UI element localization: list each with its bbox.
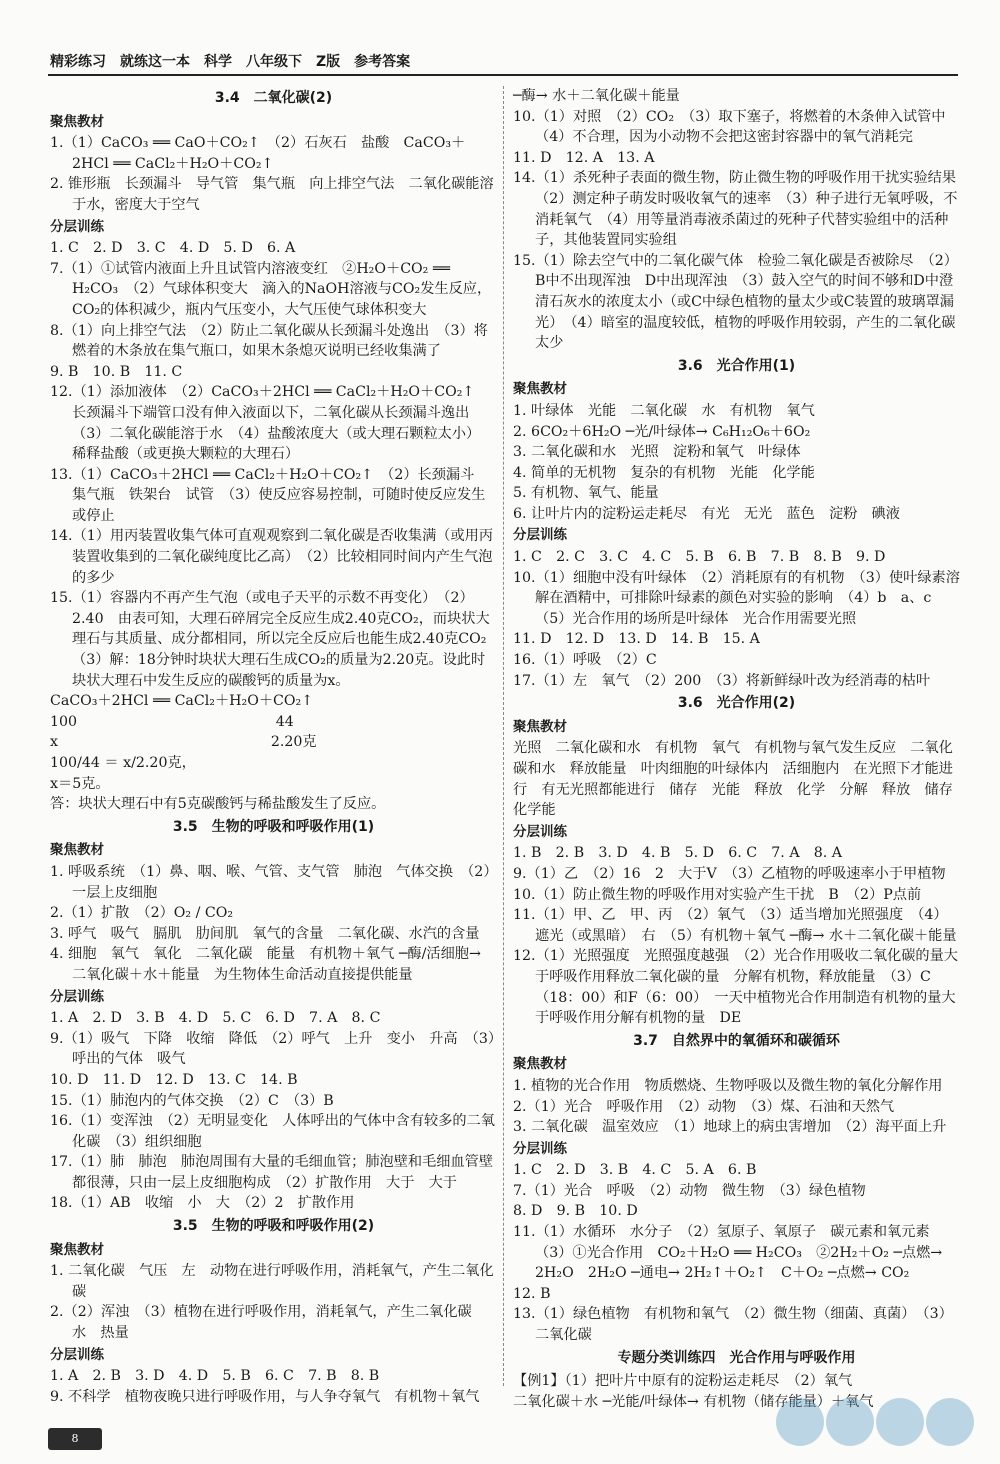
subsection-heading: 分层训练 (513, 823, 567, 840)
answer-line: 11. D 12. D 13. D 14. B 15. A (513, 631, 760, 648)
answer-line: 4. 细胞 氧气 氧化 二氧化碳 能量 有机物＋氧气 ─酶/活细胞→ 二氧化碳＋水＋能量 为生物体生命活动直接提供能量 (50, 946, 486, 983)
subsection-heading: 分层训练 (50, 1346, 104, 1363)
page-number-badge: 8 (48, 1428, 102, 1450)
answer-line: 7.（1）①试管内液面上升且试管内溶液变红 ②H₂O＋CO₂ ══ H₂CO₃ （2）气球体积变大 滴入的NaOH溶液与CO₂发生反应，CO₂的体积减少，瓶内气压变小，大气压使气球体积变大 (50, 260, 492, 318)
answer-line: 8. D 9. B 10. D (513, 1203, 638, 1220)
answer-line: 17.（1）左 氧气 （2）200 （3）将新鲜绿叶改为经消毒的枯叶 (513, 672, 931, 689)
answer-line: 1. A 2. B 3. D 4. D 5. B 6. C 7. B 8. B (50, 1368, 380, 1385)
answer-line: 1. C 2. D 3. B 4. C 5. A 6. B (513, 1162, 757, 1179)
answer-line: 15.（1）容器内不再产生气泡（或电子天平的示数不再变化） （2）2.40 由表可知，大理石碎屑完全反应生成2.40克CO₂，而块状大理石与其质量、成分都相同，所以完全反应后也能生成2.40克CO₂ （3）解：18分钟时块状大理石生成CO₂的质量为2.20克。设此时块状大理石中发生反应的碳酸钙的质量为x。 (50, 590, 501, 689)
subsection-heading: 分层训练 (50, 218, 104, 235)
left-column (50, 86, 501, 1407)
answer-line: 【例1】（1）把叶片中原有的淀粉运走耗尽 （2）氧气 (513, 1373, 853, 1390)
answer-line: 3. 呼气 吸气 膈肌 肋间肌 氧气的含量 二氧化碳、水汽的含量 (50, 925, 480, 942)
answer-line: 14.（1）杀死种子表面的微生物，防止微生物的呼吸作用干扰实验结果 （2）测定种子萌发时吸收氧气的速率 （3）种子进行无氧呼吸，不消耗氧气 （4）用等量消毒液杀菌过的死种子代替实验组中的活种子，其他装置同实验组 (513, 170, 971, 249)
answer-line: 16.（1）变浑浊 （2）无明显变化 人体呼出的气体中含有较多的二氧化碳 （3）组织细胞 (50, 1113, 495, 1150)
subsection-heading: 分层训练 (50, 988, 104, 1005)
subsection-heading: 分层训练 (513, 527, 567, 544)
answer-line: 10.（1）对照 （2）CO₂ （3）取下塞子，将燃着的木条伸入试管中 （4）不合理，因为小动物不会把这密封容器中的氧气消耗完 (513, 108, 960, 146)
answer-line: 1. 叶绿体 光能 二氧化碳 水 有机物 氧气 (513, 402, 815, 419)
answer-line: 5. 有机物、氧气、能量 (513, 485, 659, 502)
answer-line: 100/44 ＝ x/2.20克， (50, 755, 196, 771)
answer-line: 1. 呼吸系统 （1）鼻、咽、喉、气管、支气管 肺泡 气体交换 （2）一层上皮细胞 (50, 863, 491, 901)
answer-line: 13.（1）CaCO₃＋2HCl ══ CaCl₂＋H₂O＋CO₂↑ （2）长颈漏斗 集气瓶 铁架台 试管 （3）使反应容易控制，可随时使反应发生或停止 (50, 466, 489, 524)
answer-line: 15.（1）除去空气中的二氧化碳气体 检验二氧化碳是否被除尽 （2）B中不出现浑浊 D中出现浑浊 （3）鼓入空气的时间不够和D中澄清石灰水的浓度太小（或C中绿色植物的量太少或C装置的玻璃罩漏光） （4）暗室的温度较低，植物的呼吸作用较弱，产生的二氧化碳太少 (513, 252, 958, 352)
answer-line: 1.（1）CaCO₃ ══ CaO＋CO₂↑ （2）石灰石 盐酸 CaCO₃＋2HCl ══ CaCl₂＋H₂O＋CO₂↑ (50, 135, 466, 172)
subsection-heading: 聚焦教材 (513, 381, 567, 398)
answer-line: 2. 6CO₂＋6H₂O ─光/叶绿体→ C₆H₁₂O₆＋6O₂ (513, 423, 811, 440)
answer-line: 光照 二氧化碳和水 有机物 氧气 有机物与氧气发生反应 二氧化碳和水 释放能量 叶肉细胞的叶绿体内 活细胞内 在光照下才能进行 有无光照都能进行 储存 光能 释放 化学 分解 释放 储存 化学能 (513, 740, 968, 819)
subsection-heading: 聚焦教材 (513, 1056, 567, 1073)
answer-line: 11.（1）甲、乙 甲、丙 （2）氧气 （3）适当增加光照强度 （4）遮光（或黑暗） 右 （5）有机物＋氧气 ─酶→ 水＋二氧化碳＋能量 (513, 907, 957, 944)
subsection-heading: 聚焦教材 (50, 1241, 104, 1258)
answer-line: ─酶→ 水＋二氧化碳＋能量 (513, 88, 680, 104)
page-header: 精彩练习 就练这一本 科学 八年级下 Z版 参考答案 (50, 54, 411, 70)
answer-line: 100 44 (50, 713, 294, 730)
answer-line: 10.（1）细胞中没有叶绿体 （2）消耗原有的有机物 （3）使叶绿素溶解在酒精中，可排除叶绿素的颜色对实验的影响 （4）b a、c （5）光合作用的场所是叶绿体 光合作用需要光照 (513, 569, 960, 627)
answer-line: CaCO₃＋2HCl ══ CaCl₂＋H₂O＋CO₂↑ (50, 693, 314, 710)
answer-line: 3. 二氧化碳 温室效应 （1）地球上的病虫害增加 （2）海平面上升 (513, 1119, 947, 1136)
section-title: 3.5 生物的呼吸和呼吸作用(2) (172, 1218, 375, 1235)
answer-line: 17.（1）肺 肺泡 肺泡周围有大量的毛细血管；肺泡壁和毛细血管壁都很薄，只由一层上皮细胞构成 （2）扩散作用 大于 大于 (50, 1154, 494, 1191)
right-column (513, 86, 971, 1412)
subsection-heading: 聚焦教材 (50, 113, 104, 130)
answer-line: 9. B 10. B 11. C (50, 363, 183, 380)
answer-line: 14.（1）用丙装置收集气体可直观观察到二氧化碳是否收集满（或用丙装置收集到的二氧化碳纯度比乙高） （2）比较相同时间内产生气泡的多少 (50, 528, 494, 586)
answer-line: 12.（1）添加液体 （2）CaCO₃＋2HCl ══ CaCl₂＋H₂O＋CO₂↑ 长颈漏斗下端管口没有伸入液面以下，二氧化碳从长颈漏斗逸出 （3）二氧化碳能溶于水 （4）盐酸浓度大（或大理石颗粒太小） 稀释盐酸（或更换大颗粒的大理石） (50, 384, 489, 463)
subsection-heading: 聚焦教材 (513, 718, 567, 735)
answer-line: 10. D 11. D 12. D 13. C 14. B (50, 1071, 298, 1088)
answer-line: 2.（2）浑浊 （3）植物在进行呼吸作用，消耗氧气，产生二氧化碳 水 热量 (50, 1304, 486, 1342)
answer-line: 1. A 2. D 3. B 4. D 5. C 6. D 7. A 8. C (50, 1010, 381, 1027)
section-title: 3.6 光合作用(1) (677, 357, 796, 374)
answer-line: 9.（1）乙 （2）16 2 大于V （3）乙植物的呼吸速率小于甲植物 (513, 865, 946, 882)
answer-line: 16.（1）呼吸 （2）C (513, 652, 657, 669)
answer-line: x＝5克。 (50, 775, 110, 792)
answer-line: 11. D 12. A 13. A (513, 149, 655, 166)
section-title: 3.7 自然界中的氧循环和碳循环 (633, 1032, 840, 1049)
answer-line: x 2.20克 (50, 734, 317, 751)
answer-line: 8.（1）向上排空气法 （2）防止二氧化碳从长颈漏斗处逸出 （3）将燃着的木条放在集气瓶口，如果木条熄灭说明已经收集满了 (50, 322, 488, 360)
subsection-heading: 聚焦教材 (50, 842, 104, 859)
answer-line: 9. 不科学 植物夜晚只进行呼吸作用，与人争夺氧气 有机物＋氧气 (50, 1388, 480, 1405)
answer-line: 15.（1）肺泡内的气体交换 （2）C （3）B (50, 1092, 334, 1109)
answer-line: 13.（1）绿色植物 有机物和氧气 （2）微生物（细菌、真菌） （3）二氧化碳 (513, 1306, 953, 1344)
answer-line: 1. C 2. C 3. C 4. C 5. B 6. B 7. B 8. B 9. D (513, 549, 886, 566)
answer-line: 1. 植物的光合作用 物质燃烧、生物呼吸以及微生物的氧化分解作用 (513, 1077, 943, 1094)
answer-line: 10.（1）防止微生物的呼吸作用对实验产生干扰 B （2）P点前 (513, 886, 922, 903)
answer-line: 12. B (513, 1285, 551, 1302)
column-divider (503, 86, 504, 1386)
section-title: 3.4 二氧化碳(2) (214, 90, 333, 106)
section-title: 专题分类训练四 光合作用与呼吸作用 (617, 1349, 856, 1366)
answer-line: 11.（1）水循环 水分子 （2）氢原子、氧原子 碳元素和氧元素 （3）①光合作用 CO₂＋H₂O ══ H₂CO₃ ②2H₂＋O₂ ─点燃→ 2H₂O 2H₂O ─通电→ 2H₂↑＋O₂↑ C＋O₂ ─点燃→ CO₂ (513, 1224, 947, 1282)
answer-line: 4. 简单的无机物 复杂的有机物 光能 化学能 (513, 464, 815, 481)
answer-line: 6. 让叶片内的淀粉运走耗尽 有光 无光 蓝色 淀粉 碘液 (513, 505, 900, 522)
answer-line: 1. B 2. B 3. D 4. B 5. D 6. C 7. A 8. A (513, 845, 843, 862)
answer-line: 7.（1）光合 呼吸 （2）动物 微生物 （3）绿色植物 (513, 1182, 866, 1199)
answer-line: 2.（1）扩散 （2）O₂ / CO₂ (50, 905, 234, 922)
answer-line: 1. C 2. D 3. C 4. D 5. D 6. A (50, 240, 296, 257)
answer-line: 3. 二氧化碳和水 光照 淀粉和氧气 叶绿体 (513, 444, 801, 461)
answer-line: 9.（1）吸气 下降 收缩 降低 （2）呼气 上升 变小 升高 （3）呼出的气体 吸气 (50, 1030, 495, 1068)
watermark-logo (770, 1390, 995, 1460)
answer-line: 12.（1）光照强度 光照强度越强 （2）光合作用吸收二氧化碳的量大于呼吸作用释放二氧化碳的量 分解有机物，释放能量 （3）C（18：00）和F（6：00） 一天中植物光合作用制造有机物的量大于呼吸作用分解有机物的量 DE (513, 948, 958, 1027)
section-title: 3.5 生物的呼吸和呼吸作用(1) (172, 818, 375, 835)
answer-line: 答：块状大理石中有5克碳酸钙与稀盐酸发生了反应。 (50, 796, 386, 813)
answer-line: 二氧化碳＋水 ─光能/叶绿体→ 有机物（储存能量）＋氧气 (513, 1393, 874, 1410)
answer-line: 2.（1）光合 呼吸作用 （2）动物 （3）煤、石油和天然气 (513, 1098, 895, 1115)
section-title: 3.6 光合作用(2) (677, 695, 796, 712)
answer-line: 18.（1）AB 收缩 小 大 （2）2 扩散作用 (50, 1195, 355, 1212)
subsection-heading: 分层训练 (513, 1140, 567, 1157)
answer-line: 2. 锥形瓶 长颈漏斗 导气管 集气瓶 向上排空气法 二氧化碳能溶于水，密度大于空气 (50, 176, 494, 213)
answer-line: 1. 二氧化碳 气压 左 动物在进行呼吸作用，消耗氧气，产生二氧化碳 (50, 1263, 494, 1300)
header-rule (48, 74, 958, 76)
